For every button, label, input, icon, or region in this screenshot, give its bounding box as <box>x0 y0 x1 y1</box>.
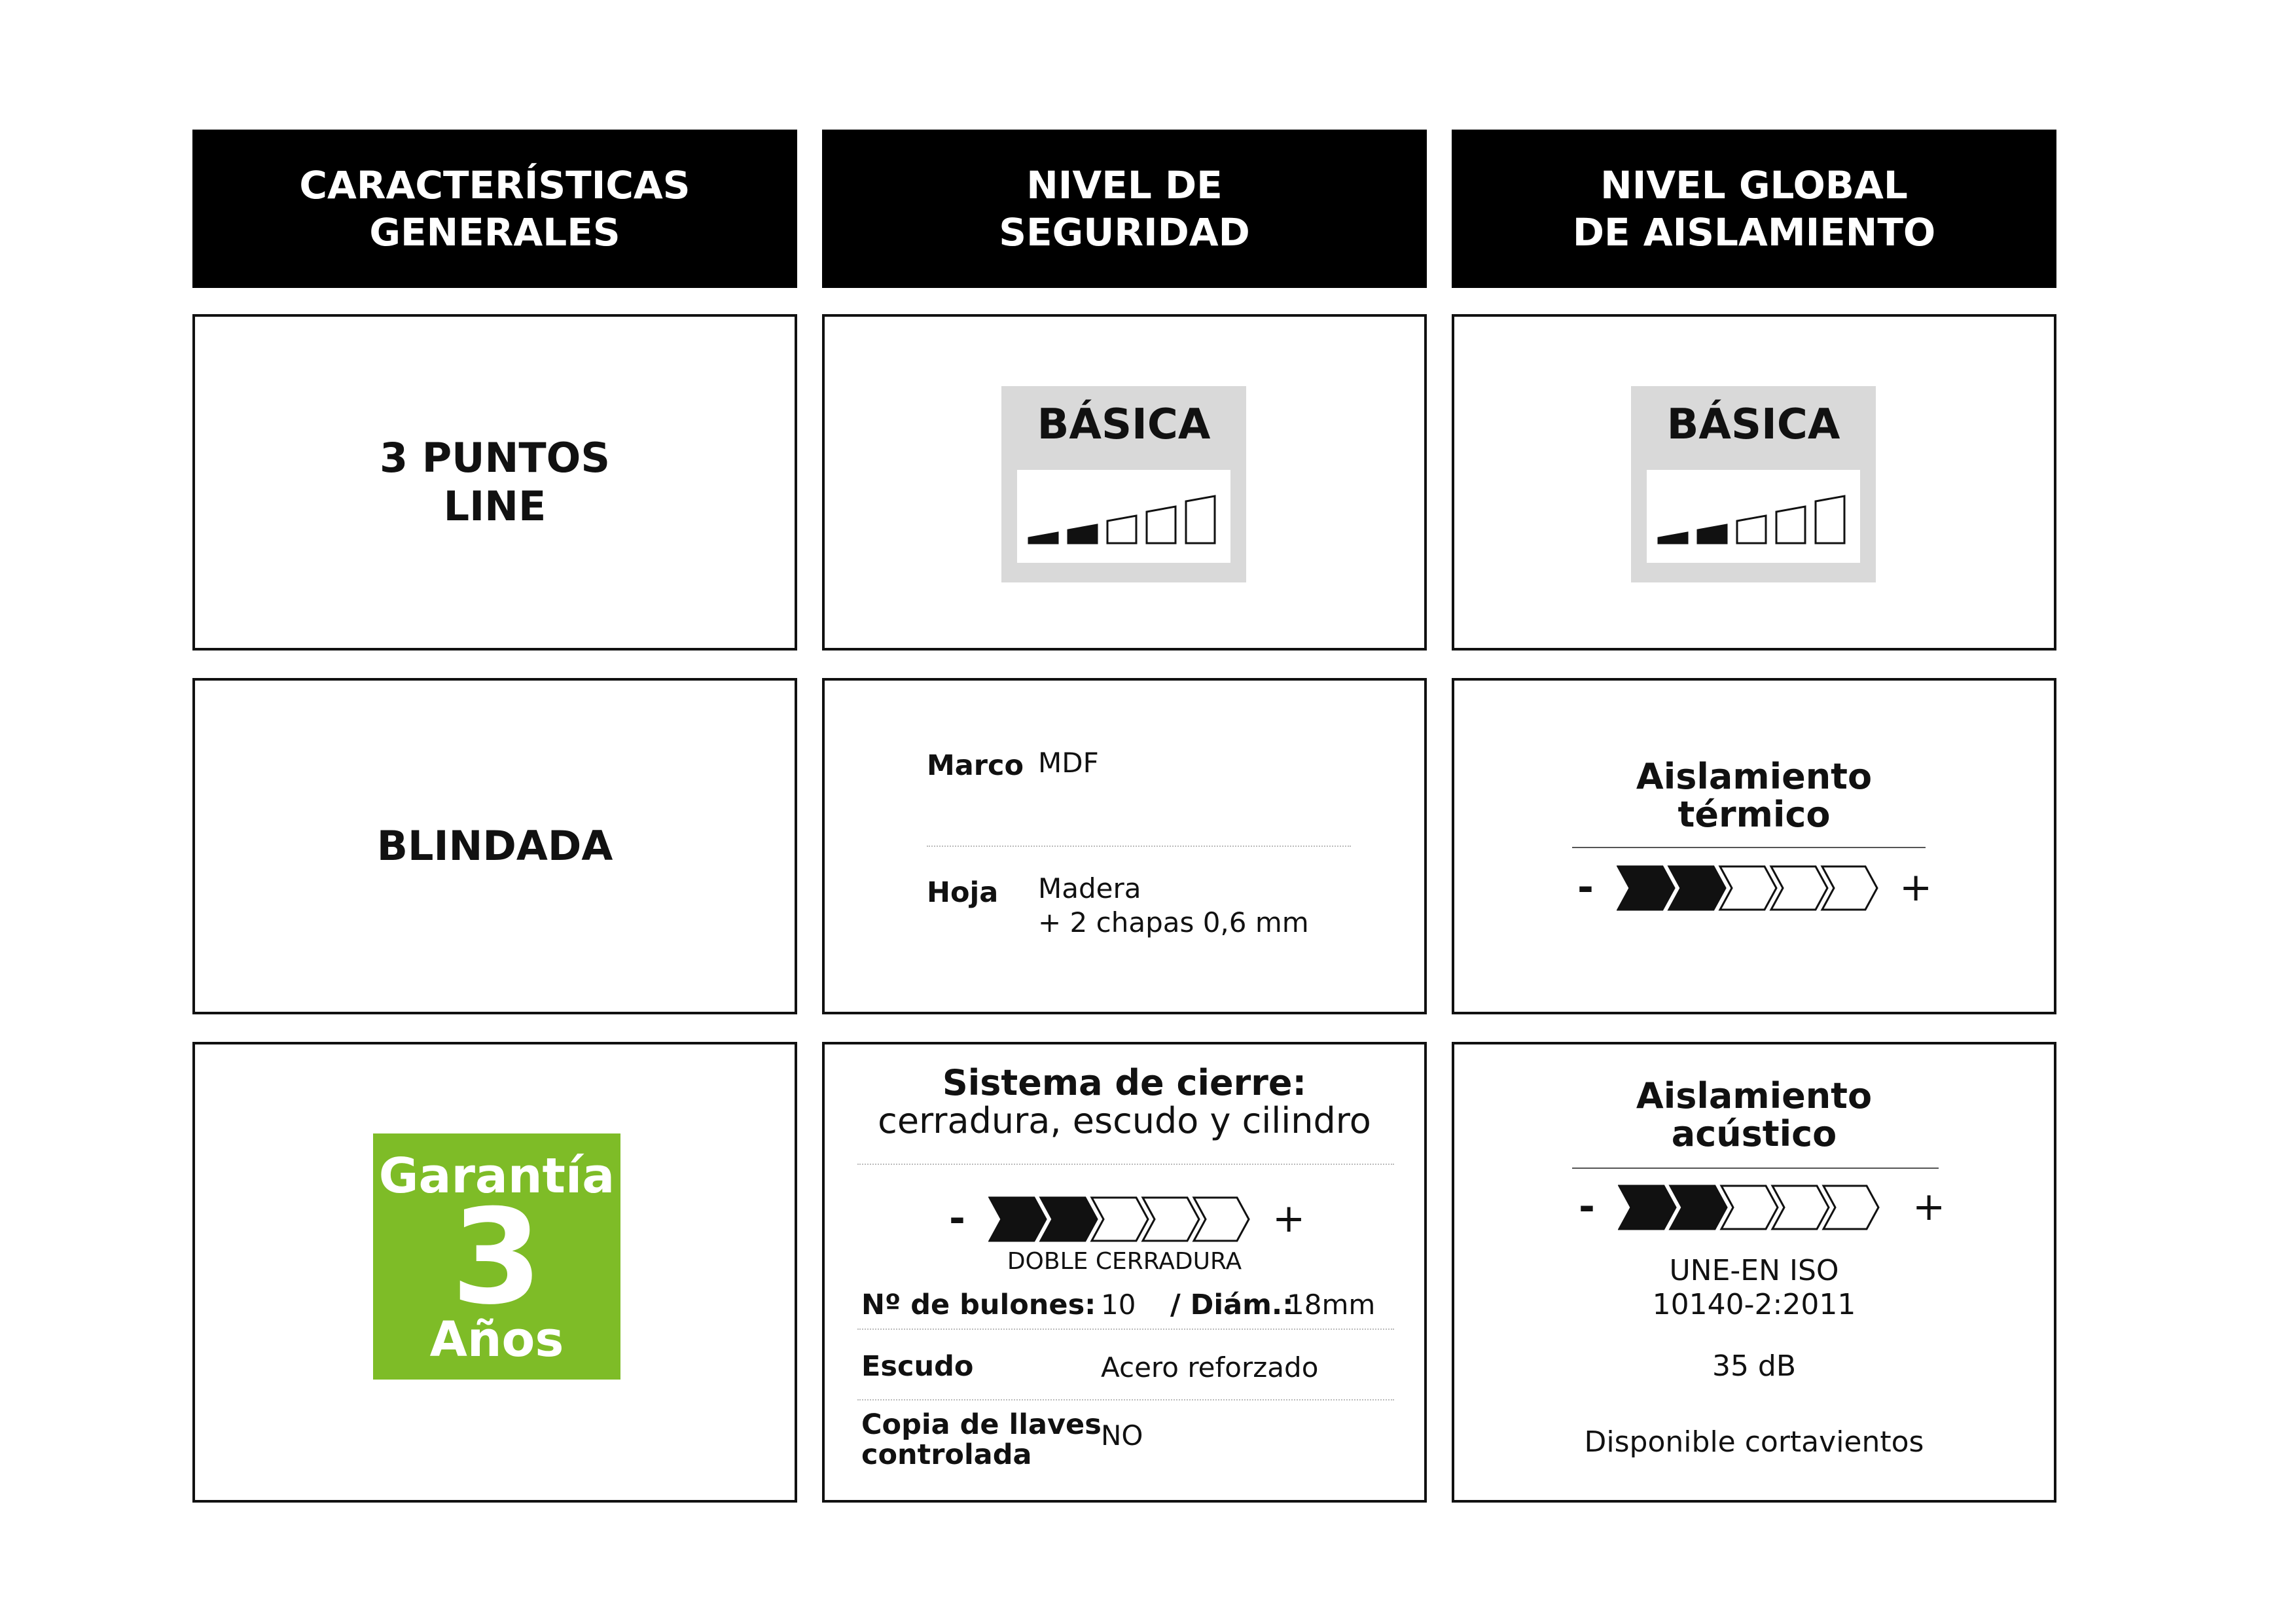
escudo-value: Acero reforzado <box>1101 1351 1319 1383</box>
security-level-bars <box>1017 470 1230 563</box>
acoustic-db: 35 dB <box>1712 1349 1797 1383</box>
header-security-line1: NIVEL DE <box>1026 163 1223 207</box>
copia-label <box>861 1410 1102 1470</box>
security-bar-5 <box>1186 496 1215 543</box>
cell-security-level <box>822 314 1427 651</box>
thermal-title <box>1454 758 2054 834</box>
acoustic-note: Disponible cortavientos <box>1584 1425 1924 1459</box>
thermal-chevron-5 <box>1822 866 1877 910</box>
acoustic-standard <box>1454 1254 2054 1322</box>
closure-chevron-2 <box>1041 1198 1097 1241</box>
hoja-value-line2: + 2 chapas 0,6 mm <box>1038 906 1309 938</box>
header-general-line2: GENERALES <box>369 210 620 255</box>
acoustic-chevron-4 <box>1772 1186 1829 1229</box>
acoustic-standard-line2: 10140-2:2011 <box>1652 1288 1856 1321</box>
thermal-title-line1: Aislamiento <box>1636 756 1873 797</box>
closure-divider-2 <box>857 1329 1394 1330</box>
marco-label: Marco <box>927 749 1024 782</box>
acoustic-title-line2: acústico <box>1671 1113 1837 1154</box>
security-bar-4 <box>1147 507 1175 543</box>
cell-materials <box>822 678 1427 1014</box>
thermal-chevron-1 <box>1618 866 1674 910</box>
header-general <box>192 130 797 288</box>
header-insulation-line1: NIVEL GLOBAL <box>1600 163 1908 207</box>
header-insulation-line2: DE AISLAMIENTO <box>1572 210 1936 255</box>
copia-value: NO <box>1101 1419 1143 1452</box>
cell-insulation-level <box>1452 314 2056 651</box>
insulation-level-badge <box>1631 386 1876 582</box>
thermal-chevron-3 <box>1720 866 1776 910</box>
acoustic-chevron-1 <box>1619 1186 1676 1229</box>
insulation-bar-5 <box>1816 496 1844 543</box>
closure-divider-3 <box>857 1399 1394 1400</box>
insulation-level-bars <box>1647 470 1860 563</box>
acoustic-standard-line1: UNE-EN ISO <box>1669 1254 1839 1287</box>
escudo-label: Escudo <box>861 1350 974 1383</box>
thermal-minus: - <box>1577 865 1594 910</box>
header-security <box>822 130 1427 288</box>
security-level-badge <box>1001 386 1246 582</box>
acoustic-plus: + <box>1912 1184 1946 1230</box>
security-bar-1 <box>1029 533 1058 543</box>
thermal-rule <box>1572 847 1926 848</box>
closure-divider-1 <box>857 1164 1394 1165</box>
signal-bars-icon <box>1647 470 1860 563</box>
diam-value: 18mm <box>1287 1289 1376 1321</box>
cell-model <box>192 314 797 651</box>
closure-title: Sistema de cierre: <box>942 1062 1307 1103</box>
security-level-label: BÁSICA <box>1037 401 1211 449</box>
warranty-number: 3 <box>451 1181 543 1334</box>
warranty-badge <box>373 1133 620 1380</box>
cell-type <box>192 678 797 1014</box>
header-insulation <box>1452 130 2056 288</box>
cell-warranty <box>192 1042 797 1503</box>
warranty-line3: Años <box>429 1311 564 1368</box>
acoustic-rule <box>1572 1168 1939 1169</box>
closure-plus: + <box>1272 1196 1306 1241</box>
cell-closure <box>822 1042 1427 1503</box>
thermal-plus: + <box>1899 865 1933 910</box>
closure-chevron-1 <box>990 1198 1046 1241</box>
closure-chevron-4 <box>1143 1198 1199 1241</box>
thermal-chevron-4 <box>1771 866 1827 910</box>
closure-chevron-3 <box>1092 1198 1148 1241</box>
acoustic-chevron-scale-icon <box>1618 1182 1880 1233</box>
thermal-chevron-scale-icon <box>1617 863 1878 914</box>
signal-bars-icon <box>1017 470 1230 563</box>
door-type: BLINDADA <box>376 822 613 870</box>
closure-scale-caption: DOBLE CERRADURA <box>1007 1248 1242 1275</box>
header-security-line2: SEGURIDAD <box>999 210 1250 255</box>
header-general-line1: CARACTERÍSTICAS <box>299 163 691 207</box>
security-bar-3 <box>1107 516 1136 543</box>
security-bar-2 <box>1068 525 1097 543</box>
acoustic-title-line1: Aislamiento <box>1636 1075 1873 1116</box>
copia-label-line1: Copia de llaves <box>861 1408 1102 1441</box>
insulation-bar-2 <box>1698 525 1727 543</box>
insulation-level-label: BÁSICA <box>1666 401 1840 449</box>
insulation-bar-1 <box>1659 533 1687 543</box>
acoustic-chevron-3 <box>1721 1186 1778 1229</box>
acoustic-chevron-5 <box>1823 1186 1878 1229</box>
acoustic-title <box>1454 1077 2054 1153</box>
acoustic-chevron-2 <box>1670 1186 1727 1229</box>
insulation-bar-3 <box>1737 516 1766 543</box>
hoja-label: Hoja <box>927 876 999 909</box>
warranty-line1: Garantía <box>378 1148 615 1204</box>
cell-thermal <box>1452 678 2056 1014</box>
copia-label-line2: controlada <box>861 1438 1032 1471</box>
hoja-value-line1: Madera <box>1038 872 1141 904</box>
bulones-label: Nº de bulones: <box>861 1289 1096 1321</box>
closure-chevron-5 <box>1194 1198 1249 1241</box>
thermal-title-line2: térmico <box>1677 794 1831 835</box>
model-line2: LINE <box>443 482 547 530</box>
closure-subtitle: cerradura, escudo y cilindro <box>878 1100 1371 1141</box>
cell-acoustic <box>1452 1042 2056 1503</box>
acoustic-minus: - <box>1579 1184 1595 1230</box>
closure-minus: - <box>949 1196 965 1241</box>
diam-label: / Diám.: <box>1170 1289 1294 1321</box>
materials-divider <box>927 846 1351 847</box>
closure-chevron-scale-icon <box>988 1194 1250 1245</box>
insulation-bar-4 <box>1776 507 1805 543</box>
model-line1: 3 PUNTOS <box>379 434 611 482</box>
hoja-value <box>1038 872 1309 940</box>
thermal-chevron-2 <box>1669 866 1725 910</box>
bulones-value: 10 <box>1101 1289 1136 1321</box>
marco-value: MDF <box>1038 747 1099 779</box>
